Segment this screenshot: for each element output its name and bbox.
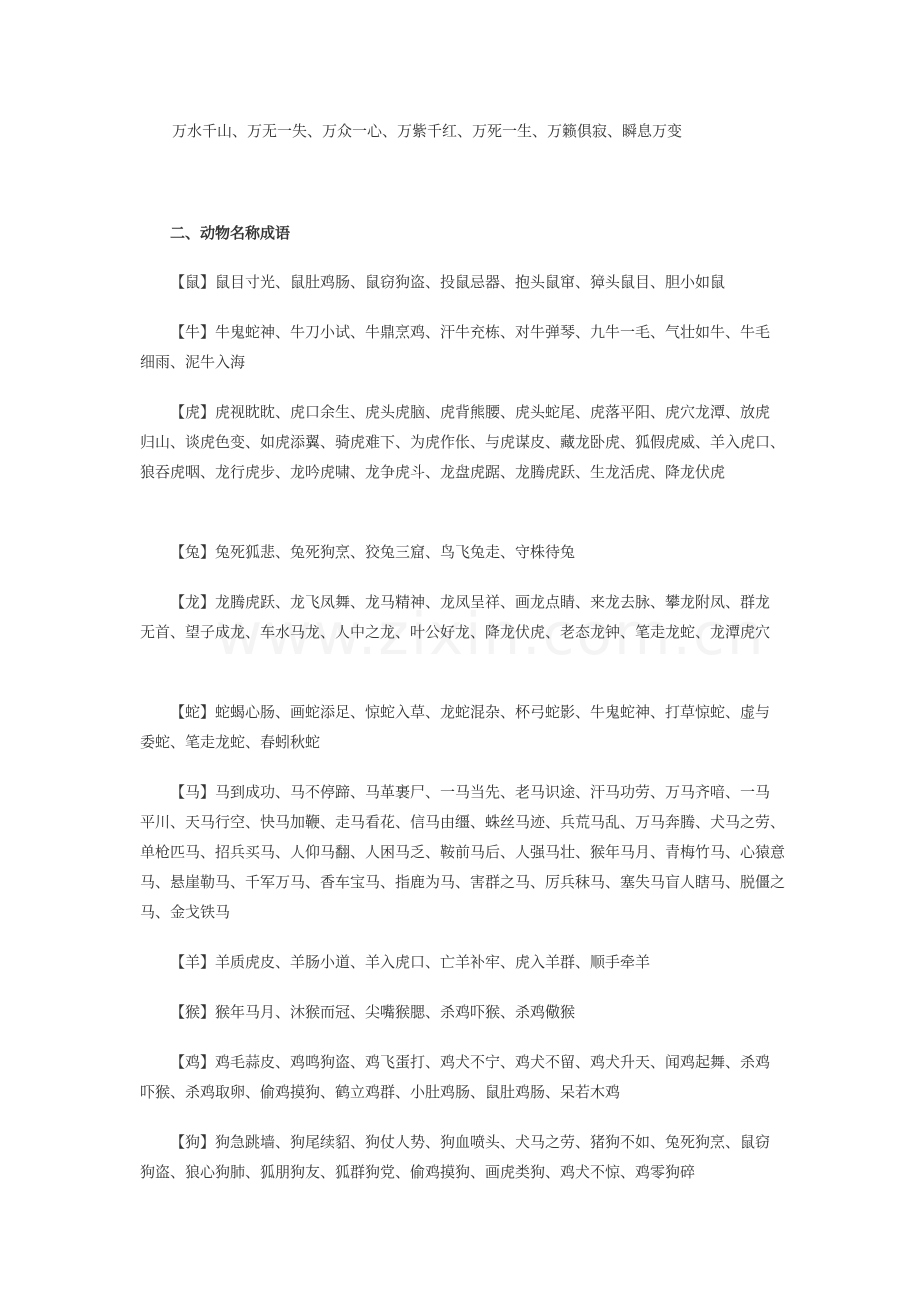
entry-dog [140,1127,785,1187]
section-title: 二、动物名称成语 [170,224,291,242]
entry-text: 牛鬼蛇神、牛刀小试、牛鼎烹鸡、汗牛充栋、对牛弹琴、九牛一毛、气壮如牛、牛毛细雨、泥牛入海 [140,323,771,371]
entry-text: 虎视眈眈、虎口余生、虎头虎脑、虎背熊腰、虎头蛇尾、虎落平阳、虎穴龙潭、放虎归山、谈虎色变、如虎添翼、骑虎难下、为虎作伥、与虎谋皮、藏龙卧虎、狐假虎威、羊入虎口、狼吞虎咽、龙行虎步、龙吟虎啸、龙争虎斗、龙盘虎踞、龙腾虎跃、生龙活虎、降龙伏虎 [140,403,786,481]
entry-text: 蛇蝎心肠、画蛇添足、惊蛇入草、龙蛇混杂、杯弓蛇影、牛鬼蛇神、打草惊蛇、虚与委蛇、笔走龙蛇、春蚓秋蛇 [140,703,771,751]
entry-snake [140,697,785,757]
intro-idiom-line: 万水千山、万无一失、万众一心、万紫千红、万死一生、万籁俱寂、瞬息万变 [172,122,683,140]
entry-label: 【猴】 [170,1003,216,1021]
entry-rat [140,267,785,297]
entry-label: 【蛇】 [170,703,216,721]
entry-text: 龙腾虎跃、龙飞凤舞、龙马精神、龙凤呈祥、画龙点睛、来龙去脉、攀龙附凤、群龙无首、望子成龙、车水马龙、人中之龙、叶公好龙、降龙伏虎、老态龙钟、笔走龙蛇、龙潭虎穴 [140,593,771,641]
entry-label: 【虎】 [170,403,216,421]
entry-text: 羊质虎皮、羊肠小道、羊入虎口、亡羊补牢、虎入羊群、顺手牵羊 [215,953,651,971]
entry-text: 鼠目寸光、鼠肚鸡肠、鼠窃狗盗、投鼠忌器、抱头鼠窜、獐头鼠目、胆小如鼠 [215,273,726,291]
entry-text: 狗急跳墙、狗尾续貂、狗仗人势、狗血喷头、犬马之劳、猪狗不如、兔死狗烹、鼠窃狗盗、狼心狗肺、狐朋狗友、狐群狗党、偷鸡摸狗、画虎类狗、鸡犬不惊、鸡零狗碎 [140,1133,771,1181]
entry-label: 【狗】 [170,1133,216,1151]
entry-tiger [140,397,785,487]
entry-label: 【鸡】 [170,1053,216,1071]
entry-rabbit [140,537,785,567]
entry-label: 【马】 [170,783,216,801]
entry-dragon [140,587,785,647]
entry-label: 【鼠】 [170,273,216,291]
entry-text: 鸡毛蒜皮、鸡鸣狗盗、鸡飞蛋打、鸡犬不宁、鸡犬不留、鸡犬升天、闻鸡起舞、杀鸡吓猴、杀鸡取卵、偷鸡摸狗、鹤立鸡群、小肚鸡肠、鼠肚鸡肠、呆若木鸡 [140,1053,771,1101]
entry-text: 兔死狐悲、兔死狗烹、狡兔三窟、鸟飞兔走、守株待兔 [215,543,576,561]
entry-label: 【牛】 [170,323,216,341]
entry-label: 【羊】 [170,953,216,971]
entry-text: 猴年马月、沐猴而冠、尖嘴猴腮、杀鸡吓猴、杀鸡儆猴 [215,1003,576,1021]
entry-label: 【兔】 [170,543,216,561]
entry-text: 马到成功、马不停蹄、马革裹尸、一马当先、老马识途、汗马功劳、万马齐喑、一马平川、天马行空、快马加鞭、走马看花、信马由缰、蛛丝马迹、兵荒马乱、万马奔腾、犬马之劳、单枪匹马、招兵买马、人仰马翻、人困马乏、鞍前马后、人强马壮、猴年马月、青梅竹马、心猿意马、悬崖勒马、千军万马、香车宝马、指鹿为马、害群之马、厉兵秣马、塞失马盲人瞎马、脱僵之马、金戈铁马 [140,783,786,921]
entry-goat [140,947,785,977]
entry-rooster [140,1047,785,1107]
entry-monkey [140,997,785,1027]
entry-horse [140,777,785,927]
entry-label: 【龙】 [170,593,216,611]
entry-ox [140,317,785,377]
